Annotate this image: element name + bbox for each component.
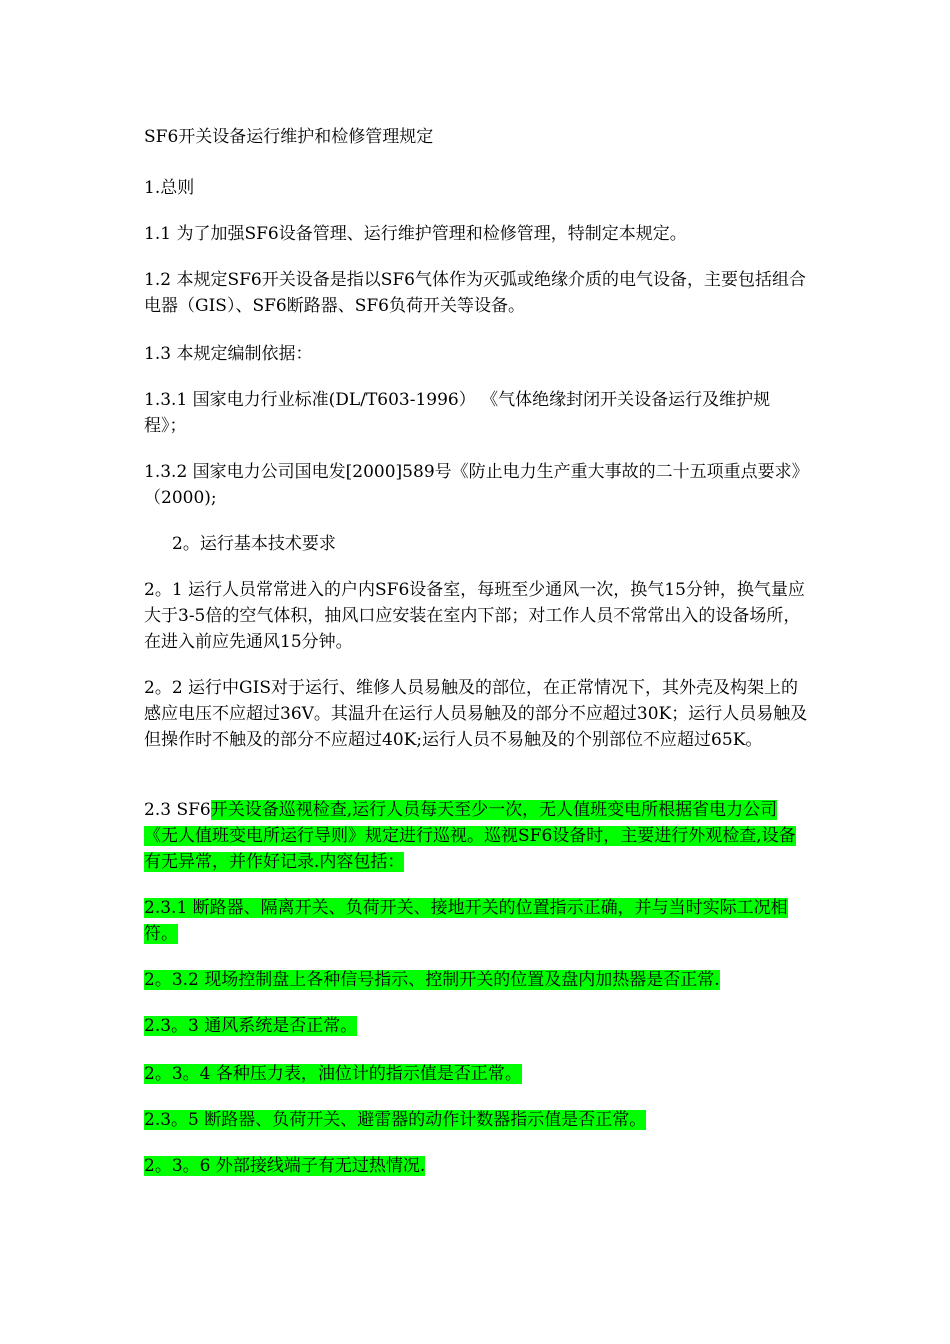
clause-1-1: 1.1 为了加强SF6设备管理、运行维护管理和检修管理，特制定本规定。 xyxy=(144,224,687,244)
clause-2-3-6-text: 2。3。6 外部接线端子有无过热情况. xyxy=(144,1156,426,1176)
clause-2-1: 2。1 运行人员常常进入的户内SF6设备室，每班至少通风一次，换气15分钟，换气量应大于3-5倍的空气体积，抽风口应安装在室内下部；对工作人员不常常出入的设备场所，在进入前应先通风15分钟。 xyxy=(144,580,805,652)
clause-2-3-1-text: 2.3.1 断路器、隔离开关、负荷开关、接地开关的位置指示正确，并与当时实际工况相符。 xyxy=(144,898,788,944)
clause-1-3-2: 1.3.2 国家电力公司国电发[2000]589号《防止电力生产重大事故的二十五项重点要求》（2000); xyxy=(144,462,809,508)
clause-2-3-6 xyxy=(144,1153,809,1179)
clause-1-3-1: 1.3.1 国家电力行业标准(DL/T603-1996） 《气体绝缘封闭开关设备运行及维护规程》； xyxy=(144,390,771,436)
clause-2-3-highlighted-text: 开关设备巡视检查,运行人员每天至少一次，无人值班变电所根据省电力公司《无人值班变电所运行导则》规定进行巡视。巡视SF6设备时，主要进行外观检查,设备有无异常，并作好记录.内容包括： xyxy=(144,800,796,872)
clause-2-3-4 xyxy=(144,1061,809,1087)
clause-2-3 xyxy=(144,797,809,875)
document-title: SF6开关设备运行维护和检修管理规定 xyxy=(144,127,434,147)
clause-1-2: 1.2 本规定SF6开关设备是指以SF6气体作为灭弧或绝缘介质的电气设备，主要包括组合电器（GIS）、SF6断路器、SF6负荷开关等设备。 xyxy=(144,270,806,316)
clause-2-3-1 xyxy=(144,895,809,947)
clause-2-3-3 xyxy=(144,1013,809,1039)
clause-1-3: 1.3 本规定编制依据： xyxy=(144,344,313,364)
clause-2-3-2-text: 2。3.2 现场控制盘上各种信号指示、控制开关的位置及盘内加热器是否正常. xyxy=(144,970,720,990)
section-2-heading: 2。运行基本技术要求 xyxy=(172,534,336,554)
clause-2-3-4-text: 2。3。4 各种压力表，油位计的指示值是否正常。 xyxy=(144,1064,522,1084)
clause-2-2: 2。2 运行中GIS对于运行、维修人员易触及的部位，在正常情况下，其外壳及构架上的感应电压不应超过36V。其温升在运行人员易触及的部分不应超过30K；运行人员易触及但操作时不触及的部分不应超过40K;运行人员不易触及的个别部位不应超过65K。 xyxy=(144,678,808,750)
section-1-heading: 1.总则 xyxy=(144,178,195,198)
clause-2-3-3-text: 2.3。3 通风系统是否正常。 xyxy=(144,1016,358,1036)
clause-2-3-5 xyxy=(144,1107,809,1133)
clause-2-3-5-text: 2.3。5 断路器、负荷开关、避雷器的动作计数器指示值是否正常。 xyxy=(144,1110,647,1130)
clause-2-3-2 xyxy=(144,967,809,993)
clause-2-3-prefix: 2.3 SF6 xyxy=(144,800,211,820)
